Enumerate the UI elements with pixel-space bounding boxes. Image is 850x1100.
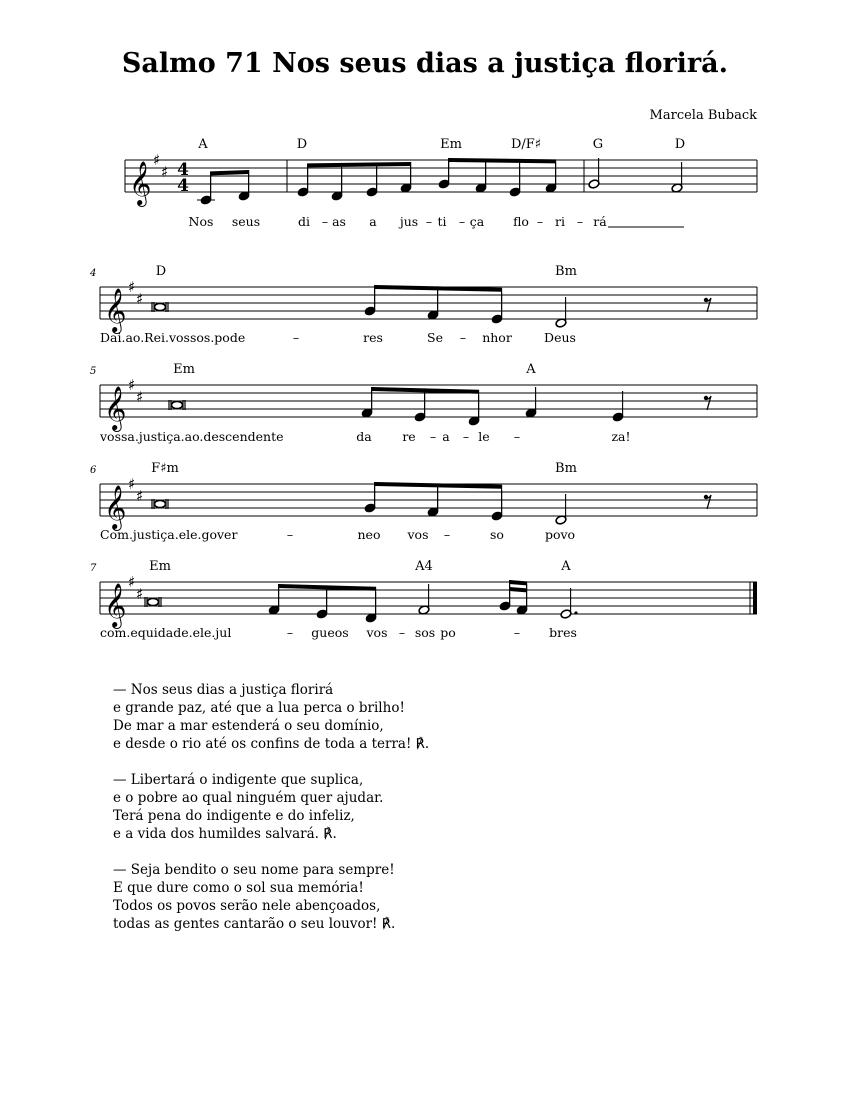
lyric-syllable: – xyxy=(286,625,294,640)
verse-line: Todos os povos serão nele abençoados, xyxy=(113,898,381,914)
note-head xyxy=(148,598,159,605)
lyric-syllable: povo xyxy=(544,527,576,542)
chord-symbol: F♯m xyxy=(151,461,179,476)
treble-clef-icon: 𝄞 xyxy=(104,485,127,529)
measure-number: 6 xyxy=(90,465,97,476)
note-head xyxy=(155,303,166,310)
verse-line: e grande paz, até que a lua perca o brilho! xyxy=(113,700,405,716)
verse-line: De mar a mar estenderá o seu domínio, xyxy=(113,718,384,734)
lyric-syllable: vos xyxy=(407,527,429,542)
lyric-syllable: a xyxy=(442,429,450,444)
lyric-syllable: as xyxy=(332,214,346,229)
verse-line: — Libertará o indigente que suplica, xyxy=(113,772,364,788)
beam xyxy=(308,162,411,167)
lyric-syllable: po xyxy=(440,625,456,640)
verse-line: Terá pena do indigente e do infeliz, xyxy=(113,808,355,824)
verse-stanza-2 xyxy=(113,771,429,843)
beam xyxy=(449,158,556,163)
measure-number: 4 xyxy=(90,268,97,279)
verse-line: e a vida dos humildes salvará. ℟. xyxy=(113,826,337,842)
lyric-syllable: Dai.ao.Rei.vossos.pode xyxy=(100,330,246,345)
lyric-syllable: jus xyxy=(399,214,419,229)
measure-number: 7 xyxy=(90,563,97,574)
lyric-syllable: Nos xyxy=(188,214,214,229)
lyric-syllable: – xyxy=(286,527,294,542)
lyric-syllable: za! xyxy=(611,429,631,444)
lyric-syllable: neo xyxy=(357,527,381,542)
chord-symbol: Em xyxy=(440,137,462,152)
chord-symbol: Em xyxy=(173,362,195,377)
lyric-syllable: a xyxy=(369,214,377,229)
lyric-syllable: vos xyxy=(366,625,388,640)
sharp-icon: ♯ xyxy=(128,475,136,493)
verse-line: — Seja bendito o seu nome para sempre! xyxy=(113,862,395,878)
treble-clef-icon: 𝄞 xyxy=(104,583,127,627)
lyric-syllable: Com.justiça.ele.gover xyxy=(100,527,238,542)
sharp-icon: ♯ xyxy=(136,487,144,505)
lyric-syllable: – xyxy=(429,429,437,444)
chord-symbol: D xyxy=(155,264,167,279)
lyric-syllable: – xyxy=(459,330,467,345)
lyric-syllable: vossa.justiça.ao.descendente xyxy=(100,429,284,444)
lyric-syllable: – xyxy=(462,429,470,444)
verse-line: — Nos seus dias a justiça florirá xyxy=(113,682,334,698)
sharp-icon: ♯ xyxy=(136,290,144,308)
staff-system xyxy=(125,137,757,229)
beam xyxy=(510,580,527,585)
composer-name: Marcela Buback xyxy=(649,108,757,123)
lyric-syllable: – xyxy=(292,330,300,345)
lyric-syllable: da xyxy=(356,429,372,444)
measure-number: 5 xyxy=(90,366,97,377)
sharp-icon: ♯ xyxy=(128,573,136,591)
lyric-syllable: – xyxy=(536,214,544,229)
chord-symbol: A xyxy=(526,362,536,377)
lyric-syllable: gueos xyxy=(311,625,349,640)
page-title: Salmo 71 Nos seus dias a justiça florirá. xyxy=(121,48,729,79)
lyric-syllable: seus xyxy=(231,214,261,229)
chord-symbol: A xyxy=(561,559,571,574)
lyric-syllable: Se xyxy=(427,330,443,345)
lyric-syllable: so xyxy=(490,527,504,542)
note-head xyxy=(172,401,183,408)
lyric-syllable: res xyxy=(363,330,383,345)
sharp-icon: ♯ xyxy=(153,151,161,169)
final-barline xyxy=(753,582,757,614)
staff-system xyxy=(90,461,757,542)
verse-line: E que dure como o sol sua memória! xyxy=(113,880,364,896)
chord-symbol: A4 xyxy=(415,559,433,574)
chord-symbol: Bm xyxy=(555,264,577,279)
lyric-syllable: bres xyxy=(549,625,577,640)
chord-symbol: Em xyxy=(149,559,171,574)
staff-system xyxy=(90,362,757,444)
verses-block xyxy=(113,681,429,951)
note-head xyxy=(155,500,166,507)
time-signature-top: 4 xyxy=(177,160,189,180)
augmentation-dot xyxy=(574,611,577,614)
lyric-syllable: – xyxy=(443,527,451,542)
treble-clef-icon: 𝄞 xyxy=(104,288,127,332)
chord-symbol: D xyxy=(296,137,308,152)
lyric-syllable: – xyxy=(321,214,329,229)
verse-stanza-3 xyxy=(113,861,429,933)
lyric-syllable: ri xyxy=(555,214,565,229)
lyric-syllable: rá xyxy=(593,214,607,229)
staff-system xyxy=(89,264,757,345)
lyric-syllable: com.equidade.ele.jul xyxy=(100,625,232,640)
lyric-syllable: ça xyxy=(469,214,485,229)
lyric-syllable: – xyxy=(513,625,521,640)
staff-system xyxy=(90,559,757,640)
lyric-syllable: Deus xyxy=(544,330,576,345)
lyric-syllable: – xyxy=(458,214,466,229)
chord-symbol: A xyxy=(198,137,208,152)
sharp-icon: ♯ xyxy=(136,585,144,603)
sharp-icon: ♯ xyxy=(128,278,136,296)
lyric-syllable: re xyxy=(402,429,416,444)
lyric-syllable: le xyxy=(478,429,490,444)
time-signature-bottom: 4 xyxy=(177,176,189,196)
chord-symbol: D xyxy=(674,137,686,152)
lyric-syllable: – xyxy=(398,625,406,640)
lyric-syllable: – xyxy=(513,429,521,444)
lyric-syllable: nhor xyxy=(482,330,512,345)
chord-symbol: Bm xyxy=(555,461,577,476)
chord-symbol: D/F♯ xyxy=(510,137,542,152)
treble-clef-icon: 𝄞 xyxy=(104,386,127,430)
lyric-syllable: – xyxy=(576,214,584,229)
verse-line: e desde o rio até os confins de toda a terra! ℟. xyxy=(113,736,430,752)
lyric-syllable: – xyxy=(425,214,433,229)
lyric-syllable: flo xyxy=(513,214,529,229)
sharp-icon: ♯ xyxy=(128,376,136,394)
treble-clef-icon: 𝄞 xyxy=(129,161,152,205)
lyric-syllable: ti xyxy=(437,214,447,229)
verse-line: todas as gentes cantarão o seu louvor! ℟. xyxy=(113,916,396,932)
lyric-syllable: di xyxy=(298,214,310,229)
sharp-icon: ♯ xyxy=(136,388,144,406)
verse-stanza-1 xyxy=(113,681,429,753)
beam xyxy=(211,170,249,175)
beam xyxy=(510,587,527,592)
verse-line: e o pobre ao qual ninguém quer ajudar. xyxy=(113,790,384,806)
lyric-syllable: sos xyxy=(414,625,436,640)
sharp-icon: ♯ xyxy=(161,163,169,181)
chord-symbol: G xyxy=(592,137,604,152)
